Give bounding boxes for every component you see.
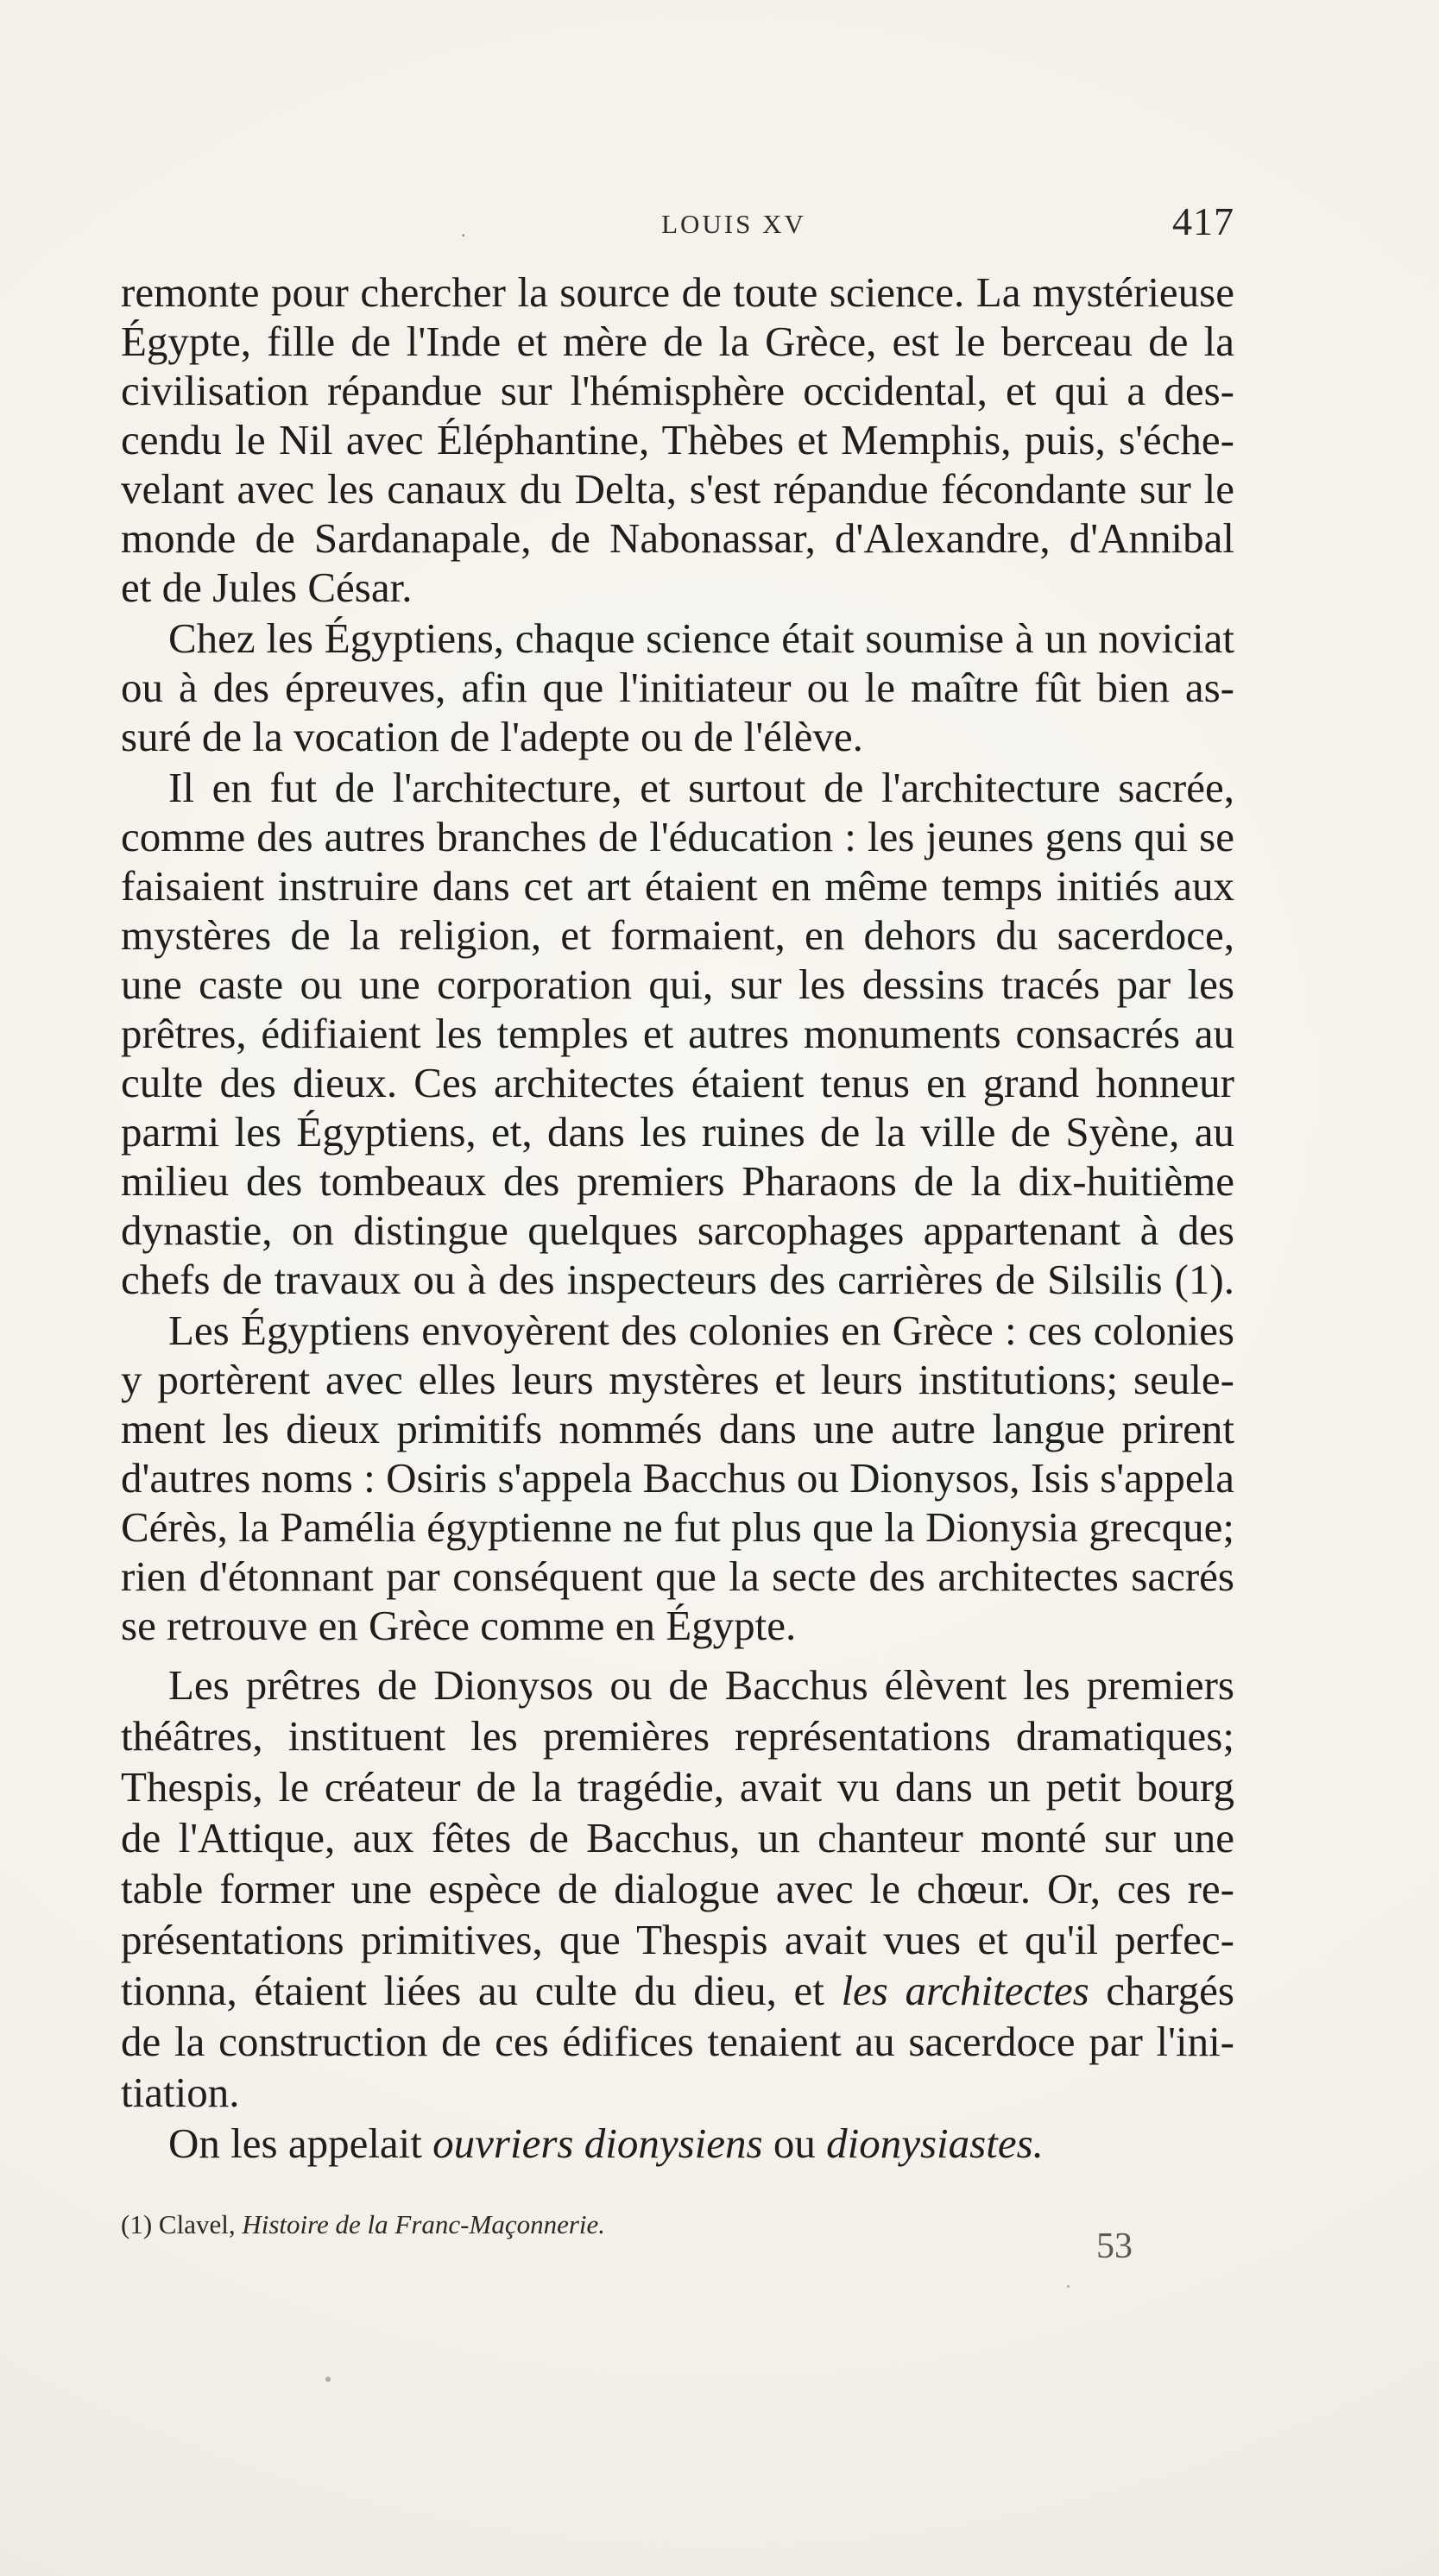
- text-line-27: rien d'étonnant par conséquent que la secte des architectes sacrés: [121, 1553, 1234, 1600]
- text-line-5: velant avec les canaux du Delta, s'est répandue fécondante sur le: [121, 465, 1234, 513]
- text-line-19: milieu des tombeaux des premiers Pharaons de la dix-huitième: [121, 1157, 1234, 1205]
- text-line-2: Égypte, fille de l'Inde et mère de la Grèce, est le berceau de la: [121, 318, 1234, 365]
- text-line-35: [121, 1966, 1234, 2016]
- text-line-6: monde de Sardanapale, de Nabonassar, d'Alexandre, d'Annibal: [121, 514, 1234, 562]
- printer-signature: 53: [1096, 2226, 1133, 2266]
- text-line-36: de la construction de ces édifices tenaient au sacerdoce par l'ini-: [121, 2018, 1234, 2065]
- text-line-11: Il en fut de l'architecture, et surtout de l'architecture sacrée,: [168, 764, 1234, 811]
- text-line-34: présentations primitives, que Thespis avait vues et qu'il perfec-: [121, 1916, 1234, 1963]
- text-line-20: dynastie, on distingue quelques sarcophages appartenant à des: [121, 1206, 1234, 1254]
- footnote-title: Histoire de la Franc-Maçonnerie.: [242, 2209, 606, 2239]
- paper-speck-1: [325, 2377, 331, 2382]
- text-line-23: y portèrent avec elles leurs mystères et leurs institutions; seule-: [121, 1356, 1234, 1403]
- text-line-16: prêtres, édifiaient les temples et autres monuments consacrés au: [121, 1010, 1234, 1057]
- text-line-17: culte des dieux. Ces architectes étaient tenus en grand honneur: [121, 1059, 1234, 1106]
- footnote: [121, 2208, 1139, 2242]
- text-line-29: Les prêtres de Dionysos ou de Bacchus élèvent les premiers: [168, 1661, 1234, 1709]
- text-line-4: cendu le Nil avec Éléphantine, Thèbes et Memphis, puis, s'éche-: [121, 416, 1234, 463]
- text-line-22: Les Égyptiens envoyèrent des colonies en Grèce : ces colonies: [168, 1307, 1234, 1354]
- text-line-30: théâtres, instituent les premières représentations dramatiques;: [121, 1712, 1234, 1760]
- text-line-26: Cérès, la Pamélia égyptienne ne fut plus que la Dionysia grecque;: [121, 1503, 1234, 1551]
- text-line-31: Thespis, le créateur de la tragédie, avait vu dans un petit bourg: [121, 1763, 1234, 1811]
- text-line-12: comme des autres branches de l'éducation : les jeunes gens qui se: [121, 813, 1234, 860]
- text-line-3: civilisation répandue sur l'hémisphère occidental, et qui a des-: [121, 367, 1234, 414]
- text-line-18: parmi les Égyptiens, et, dans les ruines de la ville de Syène, au: [121, 1108, 1234, 1156]
- text-line-24: ment les dieux primitifs nommés dans une autre langue prirent: [121, 1405, 1234, 1452]
- text-line-10: suré de la vocation de l'adepte ou de l'élève.: [121, 713, 863, 760]
- text-line-15: une caste ou une corporation qui, sur les dessins tracés par les: [121, 960, 1234, 1008]
- text-line-37: tiation.: [121, 2069, 240, 2116]
- text-line-9: ou à des épreuves, afin que l'initiateur ou le maître fût bien as-: [121, 664, 1234, 711]
- paper-speck-2: [1067, 2285, 1070, 2288]
- text-line-25: d'autres noms : Osiris s'appela Bacchus ou Dionysos, Isis s'appela: [121, 1454, 1234, 1502]
- header-mark: .: [461, 219, 466, 241]
- text-line-13: faisaient instruire dans cet art étaient en même temps initiés aux: [121, 862, 1234, 910]
- italic-ouvriers-dionysiens: ouvriers dionysiens: [432, 2119, 763, 2167]
- text-line-14: mystères de la religion, et formaient, en dehors du sacerdoce,: [121, 911, 1234, 959]
- italic-architectes: les architectes: [841, 1967, 1089, 2014]
- page-number: 417: [1172, 199, 1234, 243]
- page-header: [121, 200, 1234, 261]
- footnote-marker: (1): [121, 2209, 153, 2239]
- text-line-38: [168, 2119, 1044, 2169]
- text-line-35-main: tionna, étaient liées au culte du dieu, et: [121, 1967, 824, 2014]
- text-line-21: chefs de travaux ou à des inspecteurs des carrières de Silsilis (1).: [121, 1256, 1234, 1303]
- text-line-8: Chez les Égyptiens, chaque science était soumise à un noviciat: [168, 614, 1234, 662]
- text-line-38-start: On les appelait: [168, 2119, 422, 2167]
- italic-dionysiastes: dionysiastes.: [826, 2119, 1044, 2167]
- text-line-1: remonte pour chercher la source de toute science. La mystérieuse: [121, 268, 1234, 316]
- text-line-33: table former une espèce de dialogue avec le chœur. Or, ces re-: [121, 1865, 1234, 1912]
- text-line-32: de l'Attique, aux fêtes de Bacchus, un chanteur monté sur une: [121, 1814, 1234, 1861]
- text-line-28: se retrouve en Grèce comme en Égypte.: [121, 1602, 797, 1649]
- text-line-35-end: chargés: [1106, 1967, 1234, 2014]
- footnote-author: Clavel,: [158, 2209, 236, 2239]
- text-line-7: et de Jules César.: [121, 564, 413, 611]
- text-line-38-middle: ou: [773, 2119, 816, 2167]
- running-head: LOUIS XV: [661, 209, 806, 239]
